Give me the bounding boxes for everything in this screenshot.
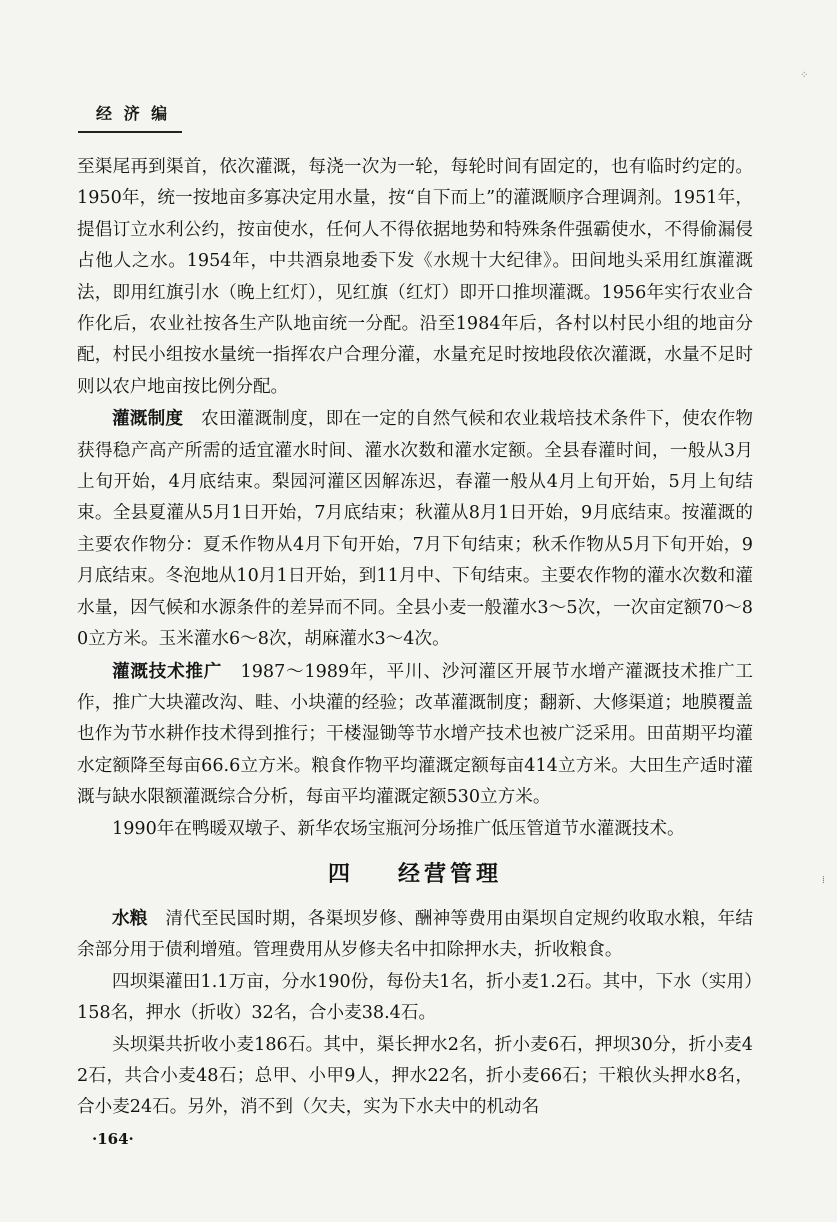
page-number: ·164· — [92, 1130, 134, 1148]
paragraph-text: 清代至民国时期，各渠坝岁修、酬神等费用由渠坝自定规约收取水粮，年结余部分用于债利增殖。管理费用从岁修夫名中扣除押水夫，折收粮食。 — [77, 908, 753, 961]
paragraph-text: 1987～1989年，平川、沙河灌区开展节水增产灌溉技术推广工作，推广大块灌改沟、畦、小块灌的经验；改革灌溉制度；翻新、大修渠道；地膜覆盖也作为节水耕作技术得到推行；干楼湿锄等节水增产技术也被广泛采用。田苗期平均灌水定额降至每亩66.6立方米。粮食作物平均灌溉定额每亩414立方米。大田生产适时灌溉与缺水限额灌溉综合分析，每亩平均灌溉定额530立方米。 — [77, 661, 753, 808]
header-title: 经 济 编 — [96, 104, 171, 123]
paragraph-text: 至渠尾再到渠首，依次灌溉，每浇一次为一轮，每轮时间有固定的，也有临时约定的。1950年，统一按地亩多寡决定用水量，按“自下而上”的灌溉顺序合理调剂。1951年，提倡订立水利公约，按亩使水，任何人不得依据地势和特殊条件强霸使水，不得偷漏侵占他人之水。1954年，中共酒泉地委下发《水规十大纪律》。田间地头采用红旗灌溉法，即用红旗引水（晚上红灯），见红旗（红灯）即开口推坝灌溉。1956年实行农业合作化后，农业社按各生产队地亩统一分配。沿至1984年后，各村以村民小组的地亩分配，村民小组按水量统一指挥农户合理分灌，水量充足时按地段依次灌溉，水量不足时则以农户地亩按比例分配。 — [77, 157, 753, 397]
page-body — [77, 152, 753, 1124]
section-title: 经营管理 — [398, 860, 503, 887]
paragraph-water-grain — [77, 903, 753, 967]
section-number: 四 — [327, 860, 354, 887]
term-water-grain: 水粮 — [112, 907, 148, 929]
paragraph-text: 头坝渠共折收小麦186石。其中，渠长押水2名，折小麦6石，押坝30分，折小麦42石，共合小麦48石；总甲、小甲9人，押水22名，折小麦66石；干粮伙头押水8名，合小麦24石。另外，消不到（欠夫，实为下水夫中的机动名 — [77, 1034, 753, 1118]
paragraph-text: 四坝渠灌田1.1万亩，分水190份，每份夫1名，折小麦1.2石。其中，下水（实用）158名，押水（折收）32名，合小麦38.4石。 — [77, 971, 753, 1024]
paragraph-text: 1990年在鸭暖双墩子、新华农场宝瓶河分场推广低压管道节水灌溉技术。 — [112, 818, 685, 839]
section-heading — [77, 850, 753, 898]
paragraph-irrigation-tech — [77, 656, 753, 814]
paragraph-fourth-dam — [77, 967, 753, 1030]
paragraph-irrigation-order — [77, 152, 753, 403]
running-header — [78, 101, 182, 133]
scan-speck: ⁘ — [800, 70, 809, 81]
scan-speck: ⁞ — [822, 875, 825, 886]
paragraph-pipe-irrigation — [77, 814, 753, 845]
term-irrigation-tech: 灌溉技术推广 — [112, 660, 223, 682]
paragraph-irrigation-system — [77, 403, 753, 655]
paragraph-text: 农田灌溉制度，即在一定的自然气候和农业栽培技术条件下，使农作物获得稳产高产所需的适宜灌水时间、灌水次数和灌水定额。全县春灌时间，一般从3月上旬开始，4月底结束。梨园河灌区因解冻迟，春灌一般从4月上旬开始，5月上旬结束。全县夏灌从5月1日开始，7月底结束；秋灌从8月1日开始，9月底结束。按灌溉的主要农作物分：夏禾作物从4月下旬开始，7月下旬结束；秋禾作物从5月下旬开始，9月底结束。冬泡地从10月1日开始，到11月中、下旬结束。主要农作物的灌水次数和灌水量，因气候和水源条件的差异而不同。全县小麦一般灌水3～5次，一次亩定额70～80立方米。玉米灌水6～8次，胡麻灌水3～4次。 — [77, 409, 753, 650]
term-irrigation-system: 灌溉制度 — [112, 408, 184, 430]
paragraph-first-dam — [77, 1030, 753, 1124]
